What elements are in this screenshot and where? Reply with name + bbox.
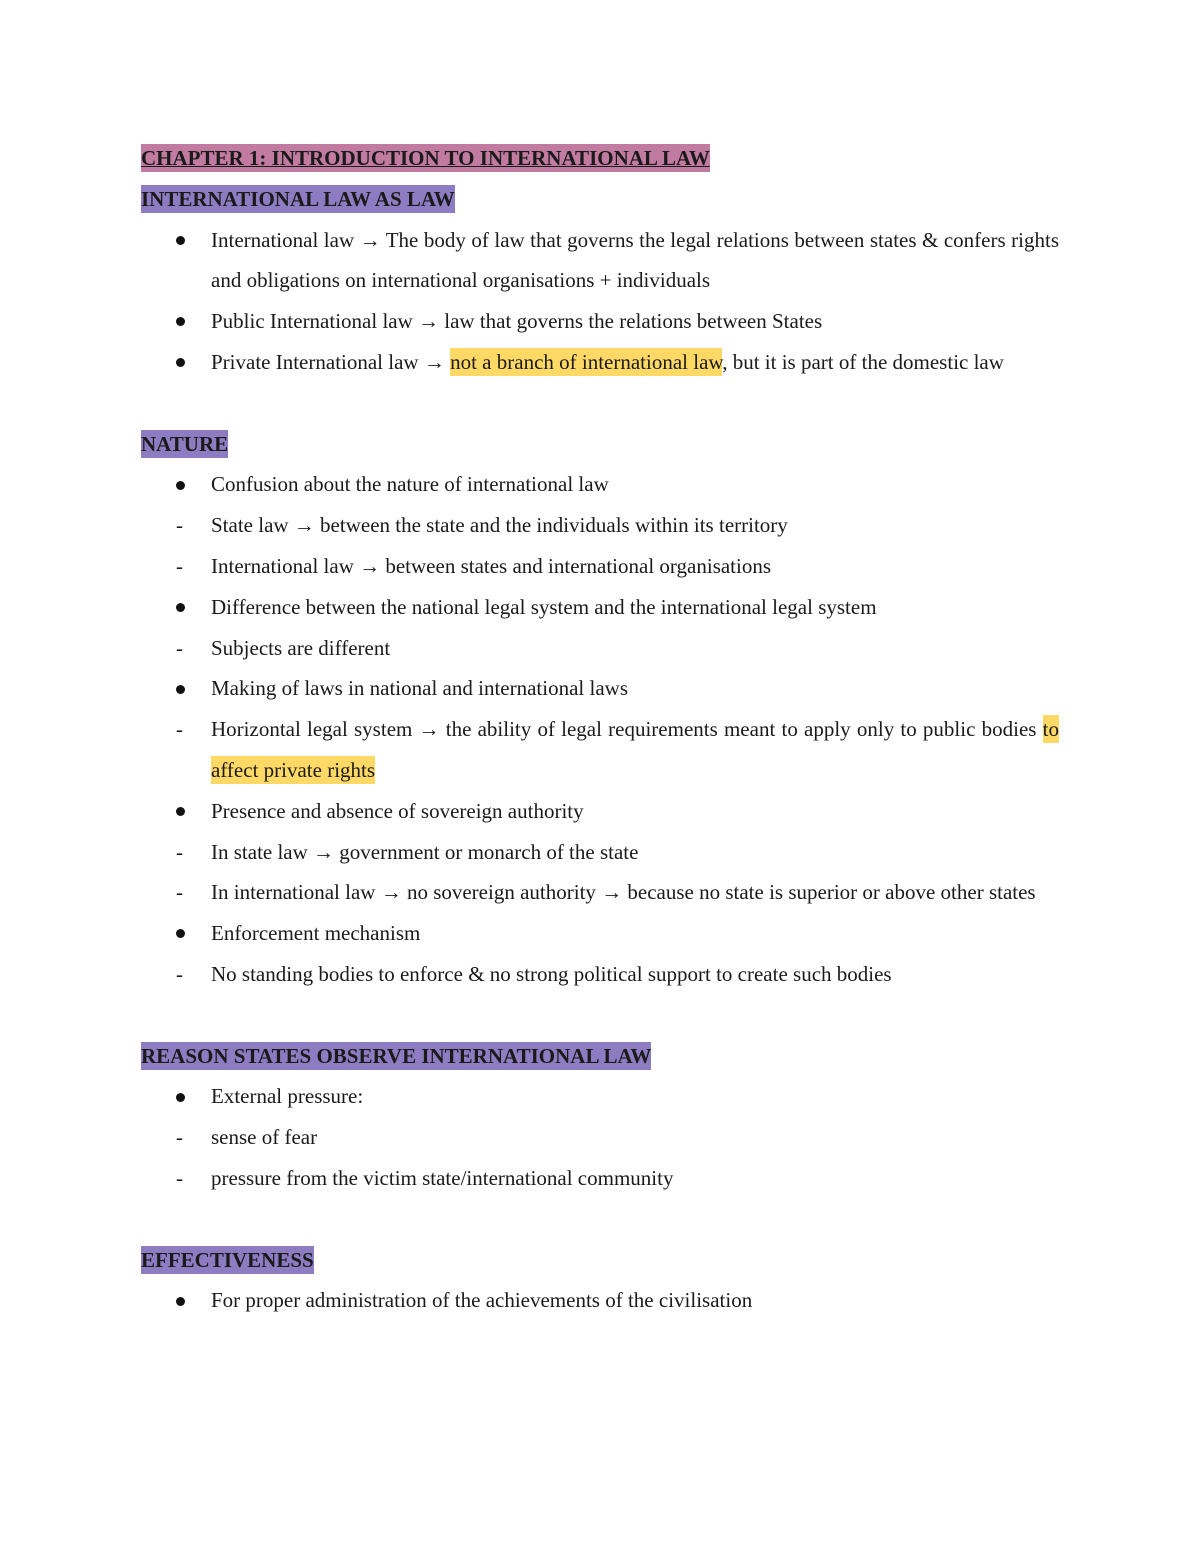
list-item bbox=[141, 546, 1059, 587]
highlighted-text: not a branch of international law bbox=[450, 349, 723, 374]
bullet-icon bbox=[176, 791, 196, 832]
highlighted-text: to affect private rights bbox=[211, 717, 1059, 782]
bullet-icon bbox=[176, 1076, 196, 1117]
list-item-text: sense of fear bbox=[211, 1125, 318, 1150]
list-item bbox=[141, 1076, 1059, 1117]
list-item-text: Enforcement mechanism bbox=[211, 921, 421, 946]
dash-icon: - bbox=[176, 513, 183, 538]
list-item-text: Presence and absence of sovereign authority bbox=[211, 798, 584, 823]
list-item-text: External pressure: bbox=[211, 1084, 364, 1109]
list-item-text-post: , but it is part of the domestic law bbox=[722, 349, 1004, 374]
section-heading-text: REASON STATES OBSERVE INTERNATIONAL LAW bbox=[141, 1043, 652, 1068]
list-item-text: pressure from the victim state/international community bbox=[211, 1165, 674, 1190]
section-heading-effectiveness bbox=[141, 1240, 1059, 1281]
chapter-title-text: CHAPTER 1: INTRODUCTION TO INTERNATIONAL LAW bbox=[141, 146, 710, 170]
list-item bbox=[141, 1158, 1059, 1199]
list-item-text-pre: Private International law → bbox=[211, 349, 451, 374]
dash-icon: - bbox=[176, 1165, 183, 1190]
list-item bbox=[141, 1117, 1059, 1158]
bullet-icon bbox=[176, 464, 196, 505]
list-item-text: No standing bodies to enforce & no strong political support to create such bodies bbox=[211, 961, 892, 986]
bullet-icon bbox=[176, 220, 196, 261]
list-item bbox=[141, 709, 1059, 791]
dash-icon: - bbox=[176, 1125, 183, 1150]
list-item bbox=[141, 342, 1059, 383]
list-item-text: For proper administration of the achievements of the civilisation bbox=[211, 1288, 753, 1313]
list-item-text: State law → between the state and the individuals within its territory bbox=[211, 513, 788, 538]
section-heading-text: NATURE bbox=[141, 431, 229, 456]
dash-icon: - bbox=[176, 880, 183, 905]
list-item bbox=[141, 628, 1059, 669]
list-item-text-pre: Horizontal legal system → the ability of legal requirements meant to apply only to public bodies bbox=[211, 717, 1043, 742]
section-heading-text: INTERNATIONAL LAW AS LAW bbox=[141, 186, 455, 211]
list-item bbox=[141, 668, 1059, 709]
list-item bbox=[141, 791, 1059, 832]
dash-icon: - bbox=[176, 717, 183, 742]
section-heading-reason bbox=[141, 1036, 1059, 1077]
chapter-title bbox=[141, 138, 1059, 179]
bullet-icon bbox=[176, 913, 196, 954]
list-item bbox=[141, 301, 1059, 342]
list-item bbox=[141, 1280, 1059, 1321]
list-item bbox=[141, 872, 1059, 913]
list-item bbox=[141, 832, 1059, 873]
bullet-icon bbox=[176, 587, 196, 628]
section-heading-nature bbox=[141, 424, 1059, 465]
list-item bbox=[141, 220, 1059, 302]
list-item-text: International law → between states and international organisations bbox=[211, 553, 772, 578]
list-item bbox=[141, 505, 1059, 546]
section-heading-text: EFFECTIVENESS bbox=[141, 1247, 314, 1272]
list-item-text: Difference between the national legal system and the international legal system bbox=[211, 594, 877, 619]
list-item-text: Making of laws in national and international laws bbox=[211, 676, 628, 701]
bullet-icon bbox=[176, 668, 196, 709]
document-content bbox=[141, 138, 1059, 1321]
list-item-text: In international law → no sovereign authority → because no state is superior or above other states bbox=[211, 880, 1036, 905]
bullet-icon bbox=[176, 301, 196, 342]
dash-icon: - bbox=[176, 635, 183, 660]
section-heading-law-as-law bbox=[141, 179, 1059, 220]
dash-icon: - bbox=[176, 553, 183, 578]
list-item bbox=[141, 587, 1059, 628]
list-item-text: International law → The body of law that governs the legal relations between states & confers rights and obligations on international organisations + individuals bbox=[211, 227, 1059, 293]
dash-icon: - bbox=[176, 961, 183, 986]
list-item-text: Subjects are different bbox=[211, 635, 391, 660]
list-item-text: In state law → government or monarch of the state bbox=[211, 839, 639, 864]
bullet-icon bbox=[176, 342, 196, 383]
list-item bbox=[141, 913, 1059, 954]
bullet-icon bbox=[176, 1280, 196, 1321]
list-item-text: Public International law → law that governs the relations between States bbox=[211, 309, 823, 334]
list-item bbox=[141, 954, 1059, 995]
list-item bbox=[141, 464, 1059, 505]
list-item-text: Confusion about the nature of international law bbox=[211, 472, 609, 497]
dash-icon: - bbox=[176, 839, 183, 864]
